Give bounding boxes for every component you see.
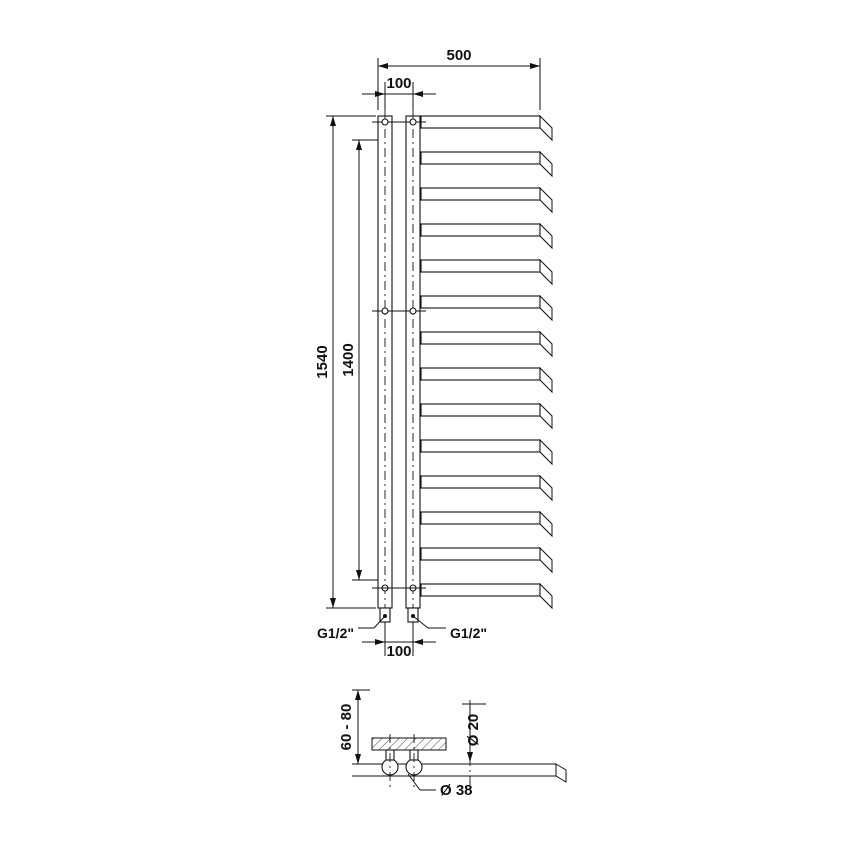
dimension-height-1400 (340, 140, 378, 580)
towel-bar-ends (540, 116, 552, 608)
dim-label-bracket-offset-bottom: 100 (386, 643, 412, 660)
dim-label-valve-diameter: Ø 38 (440, 782, 473, 799)
vertical-manifolds (378, 110, 420, 616)
towel-bars (421, 116, 540, 596)
radiator-elevation (372, 110, 552, 622)
dim-label-pipe-diameter: Ø 20 (465, 713, 482, 747)
dimension-top-100 (362, 75, 436, 110)
dim-label-width-overall: 500 (446, 47, 472, 64)
dim-label-connection-left: G1/2" (317, 625, 354, 641)
detail-wall-connection (338, 690, 566, 799)
dim-label-connection-right: G1/2" (450, 625, 487, 641)
callout-connection-left (317, 614, 387, 641)
dim-label-height-centers: 1400 (340, 343, 357, 377)
dim-label-height-overall: 1540 (314, 345, 331, 379)
dim-label-wall-distance: 60 - 80 (338, 703, 355, 751)
callout-connection-right (411, 614, 487, 641)
dim-label-bracket-offset-top: 100 (386, 75, 412, 92)
